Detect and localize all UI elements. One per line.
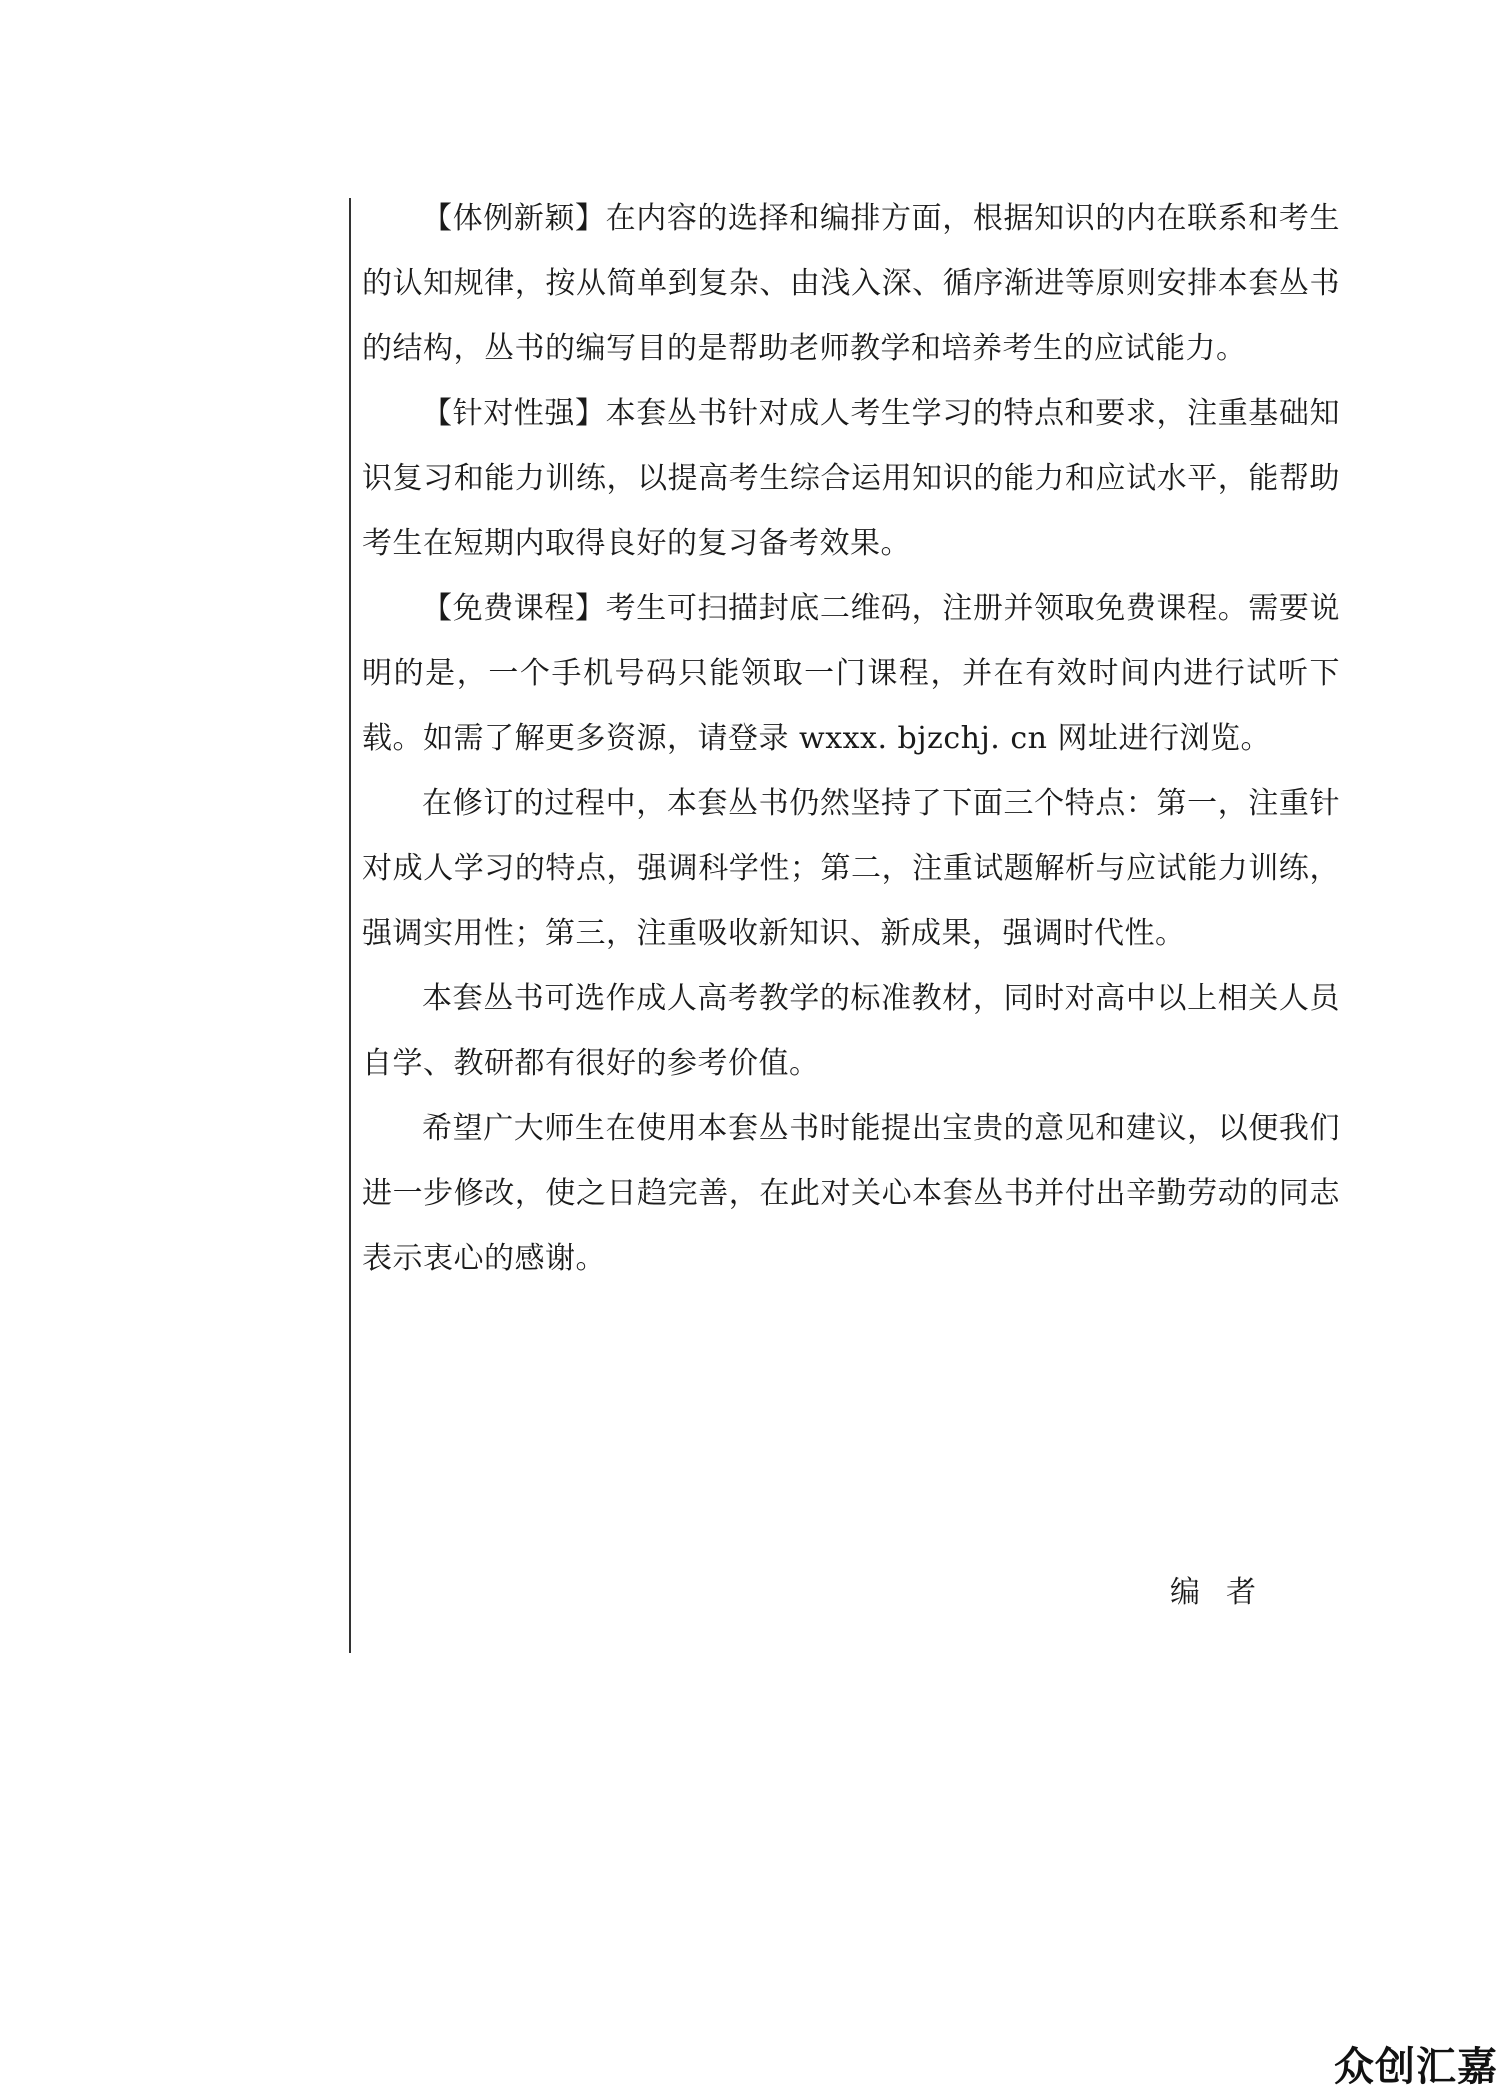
paragraph-free-course: 【免费课程】考生可扫描封底二维码，注册并领取免费课程。需要说明的是，一个手机号码只能领取一门课程，并在有效时间内进行试听下载。如需了解更多资源，请登录 wxxx. bjzchj. cn 网址进行浏览。 bbox=[362, 591, 1340, 756]
paragraph-textbook-use: 本套丛书可选作成人高考教学的标准教材，同时对高中以上相关人员自学、教研都有很好的参考价值。 bbox=[362, 981, 1340, 1081]
watermark-logo: 众创汇嘉 bbox=[1334, 2044, 1498, 2090]
paragraph-targeted: 【针对性强】本套丛书针对成人考生学习的特点和要求，注重基础知识复习和能力训练，以提高考生综合运用知识的能力和应试水平，能帮助考生在短期内取得良好的复习备考效果。 bbox=[362, 396, 1340, 561]
paragraph-revision-features: 在修订的过程中，本套丛书仍然坚持了下面三个特点：第一，注重针对成人学习的特点，强调科学性；第二，注重试题解析与应试能力训练，强调实用性；第三，注重吸收新知识、新成果，强调时代性。 bbox=[362, 786, 1340, 951]
paragraph-acknowledgement: 希望广大师生在使用本套丛书时能提出宝贵的意见和建议，以便我们进一步修改，使之日趋完善，在此对关心本套丛书并付出辛勤劳动的同志表示衷心的感谢。 bbox=[362, 1111, 1340, 1276]
signature: 编者 bbox=[1170, 1575, 1282, 1610]
preface-body bbox=[362, 186, 1340, 1291]
margin-rule bbox=[349, 198, 351, 1653]
paragraph-format-novelty: 【体例新颖】在内容的选择和编排方面，根据知识的内在联系和考生的认知规律，按从简单到复杂、由浅入深、循序渐进等原则安排本套丛书的结构，丛书的编写目的是帮助老师教学和培养考生的应试能力。 bbox=[362, 201, 1340, 366]
